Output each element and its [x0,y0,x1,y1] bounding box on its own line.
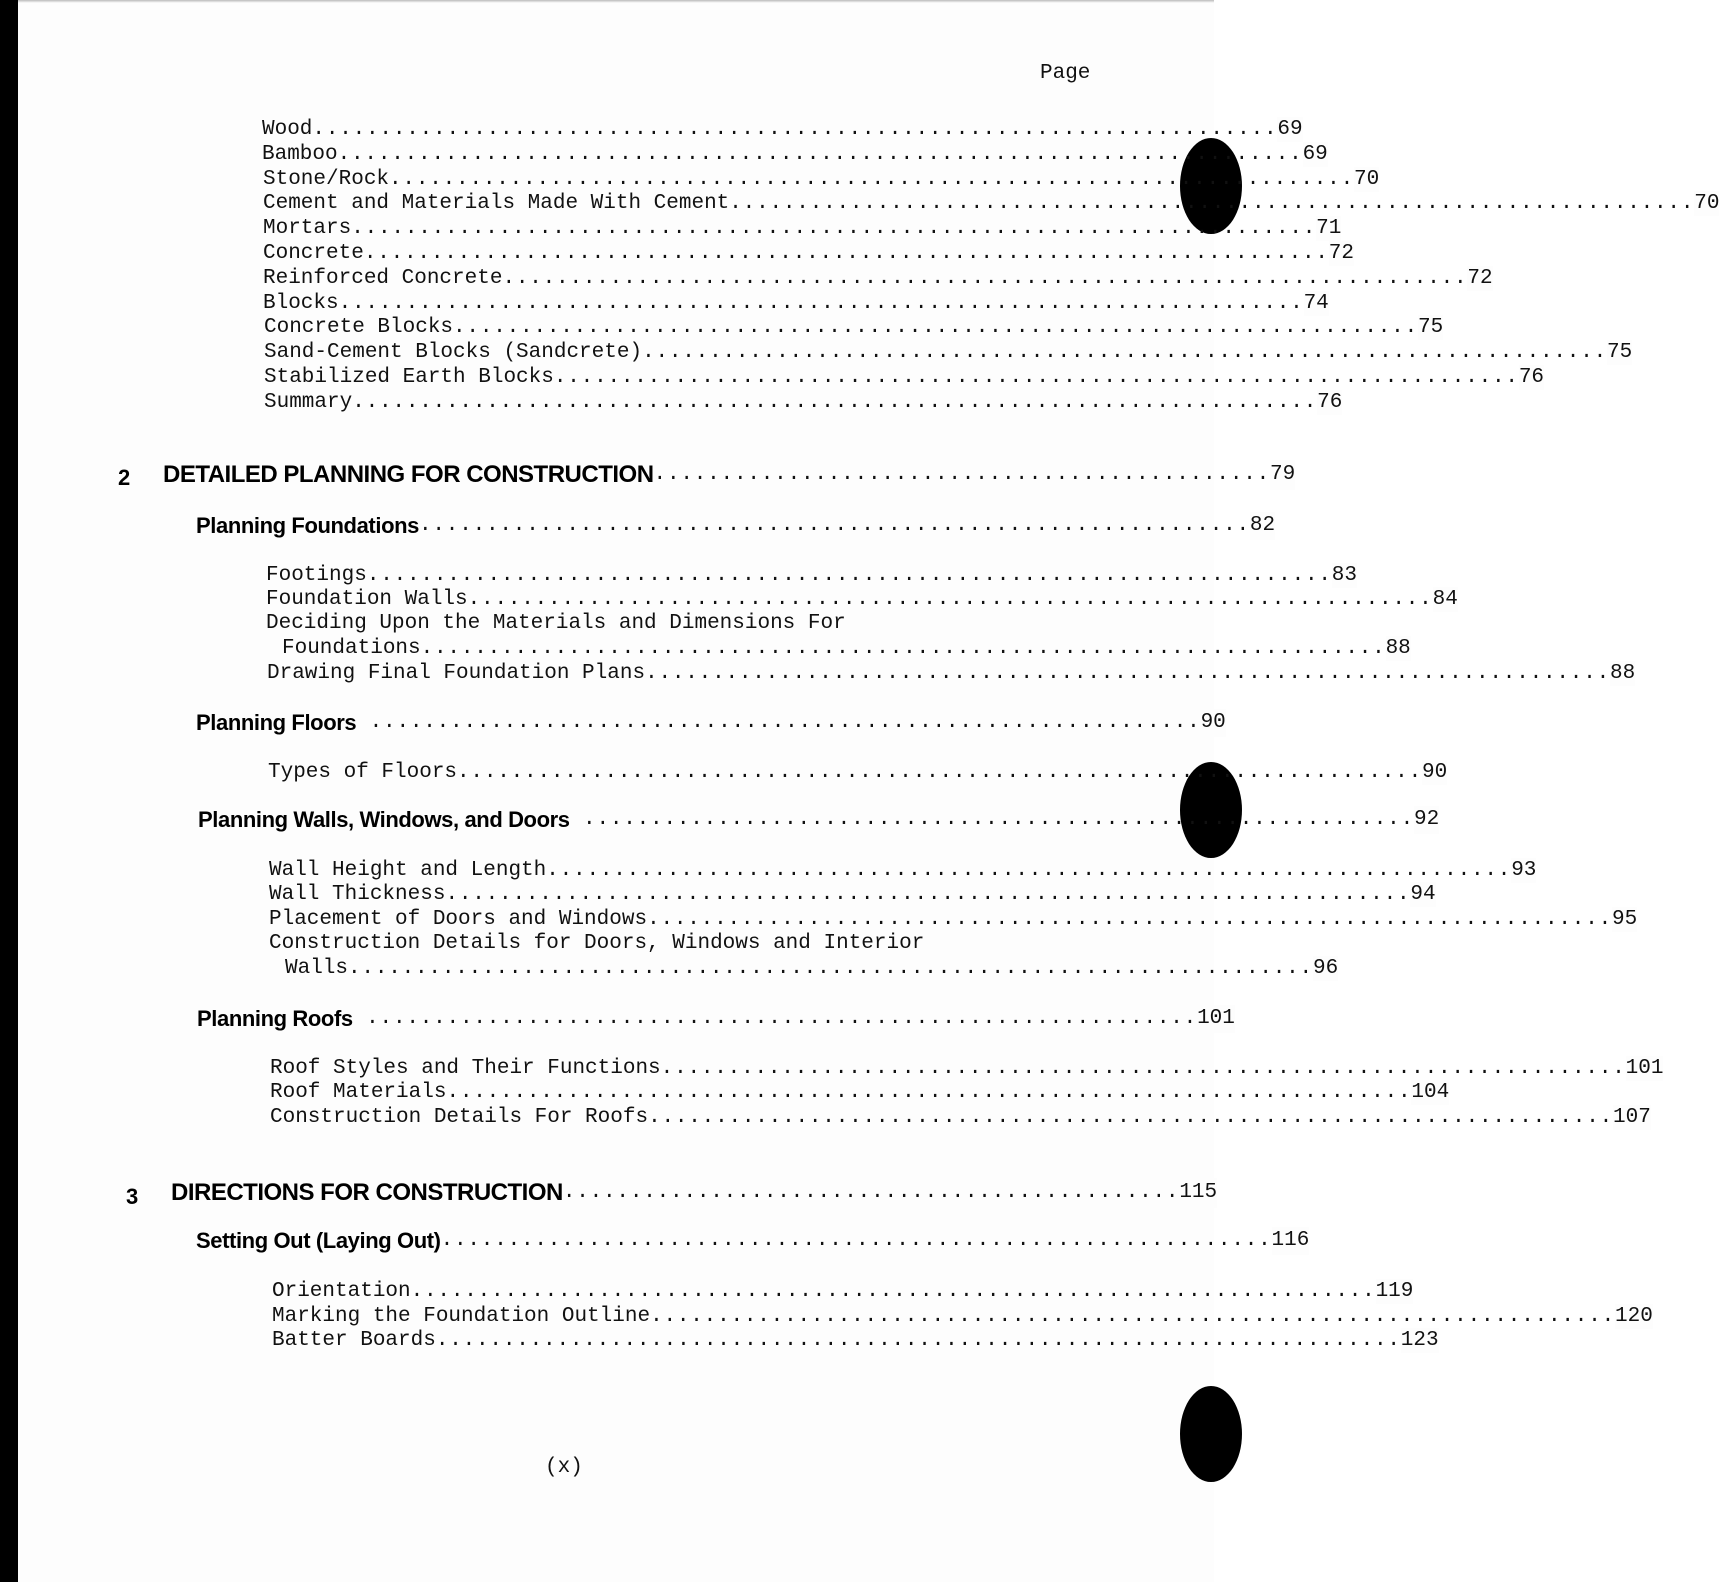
toc-entry-label: Bamboo [262,143,338,166]
toc-entry-page: 88 [1385,637,1411,660]
leader-dots: ........................................................................ [453,316,1418,339]
toc-entry-first-line[interactable] [269,931,1091,956]
toc-entry-page: 76 [1317,391,1343,414]
toc-entry[interactable] [264,365,1545,390]
toc-entry-page: 76 [1518,366,1545,389]
leader-dots: .............................................................. [356,711,1201,734]
toc-entry[interactable] [263,241,1354,266]
toc-entry-page: 119 [1375,1280,1414,1303]
leader-dots: ........................................................................ [348,957,1313,980]
leader-dots: ........................................................................ [312,118,1278,141]
toc-entry-label: Summary [264,391,353,414]
toc-entry[interactable] [266,587,1458,612]
toc-entry[interactable] [272,1328,1439,1353]
leader-dots: ........................................................................ [647,908,1613,931]
leader-dots: .............................................................. [418,514,1250,537]
chapter-3-page: 115 [1179,1178,1217,1208]
leader-dots: ........................................................................ [642,341,1608,364]
toc-entry-page: 70 [1694,192,1719,215]
toc-entry[interactable] [264,390,1343,415]
leader-dots: ........................................................................ [351,217,1317,240]
leader-dots: ........................................................................ [457,761,1422,784]
leader-dots: ........................................................................ [648,1106,1614,1129]
toc-entry-label: Reinforced Concrete [263,267,503,290]
toc-entry-label: Footings [266,564,367,587]
toc-entry-label: Batter Boards [272,1329,436,1352]
chapter-3-title: DIRECTIONS FOR CONSTRUCTION [171,1179,563,1206]
section-setting-out[interactable] [196,1227,1310,1255]
toc-entry-page: 107 [1613,1106,1651,1129]
page-number-footer: (x) [545,1456,583,1479]
toc-entry-page: 123 [1400,1329,1439,1352]
toc-entry-label: Deciding Upon the Materials and Dimensions For [266,612,846,635]
leader-dots: ........................................................................ [729,192,1695,215]
toc-entry-page: 120 [1615,1305,1653,1328]
section-title: Planning Foundations [196,513,419,538]
toc-entry-continuation[interactable] [282,636,1411,661]
toc-entry[interactable] [262,117,1303,142]
toc-entry[interactable] [272,1304,1653,1329]
toc-entry-page: 69 [1277,118,1303,141]
toc-entry-label: Wall Thickness [269,883,446,906]
leader-dots: .............................................................. [352,1007,1198,1030]
section-planning-roofs[interactable] [197,1005,1235,1033]
toc-entry-page: 75 [1607,341,1633,364]
leader-dots: .............................................................. [569,808,1414,831]
toc-entry[interactable] [270,1105,1651,1130]
toc-entry[interactable] [263,216,1342,241]
toc-entry[interactable] [263,266,1493,291]
section-planning-foundations[interactable] [196,512,1276,540]
toc-entry-label: Stabilized Earth Blocks [264,366,554,389]
section-page: 116 [1272,1227,1310,1255]
binder-hole-bottom [1180,1386,1242,1482]
leader-dots: ........................................................................ [337,143,1303,166]
toc-entry-label: Wood [262,118,313,141]
toc-entry-page: 95 [1612,908,1638,931]
toc-entry-label: Stone/Rock [263,168,390,191]
section-title: Setting Out (Laying Out) [196,1228,441,1253]
toc-entry-label: Concrete [263,242,364,265]
leader-dots: ........................................................................ [553,366,1519,389]
chapter-3-number: 3 [126,1184,139,1209]
leader-dots: ........................................................................ [445,883,1411,906]
toc-entry-label: Concrete Blocks [264,316,454,339]
leader-dots: ........................................................................ [338,292,1304,315]
toc-entry-page: 94 [1410,883,1436,906]
toc-entry-page: 83 [1331,564,1357,587]
toc-entry-page: 88 [1610,662,1636,685]
toc-entry-page: 74 [1303,292,1329,315]
toc-entry-page: 72 [1328,242,1354,265]
leader-dots: ........................................................................ [435,1329,1401,1352]
section-title: Planning Floors [196,710,357,735]
toc-entry-page: 104 [1411,1081,1450,1104]
section-page: 90 [1201,709,1226,737]
toc-entry[interactable] [264,340,1633,365]
toc-entry-page: 75 [1417,316,1444,339]
toc-entry-label: Construction Details For Roofs [270,1106,649,1129]
toc-entry[interactable] [272,1279,1414,1304]
toc-entry-page: 69 [1302,143,1328,166]
section-page: 82 [1250,512,1275,540]
toc-entry[interactable] [269,882,1436,907]
chapter-2-heading[interactable] [163,460,1296,490]
toc-entry[interactable] [270,1056,1664,1081]
leader-dots: ........................................................................ [352,391,1318,414]
leader-dots: ........................................................................ [389,168,1354,191]
toc-entry-page: 71 [1316,217,1342,240]
chapter-2-page: 79 [1270,460,1295,490]
toc-entry-page: 72 [1467,267,1493,290]
leader-dots: ........................................................................ [645,662,1611,685]
chapter-2-title: DETAILED PLANNING FOR CONSTRUCTION [163,461,654,488]
chapter-2-number: 2 [118,465,131,490]
toc-entry-page: 93 [1511,859,1537,882]
leader-dots: ........................................................................ [420,637,1386,660]
leader-dots: ........................................................................ [363,242,1329,265]
chapter-3-heading[interactable] [171,1178,1218,1208]
toc-entry-label: Types of Floors [268,761,458,784]
leader-dots: .............................................. [653,463,1271,486]
toc-entry[interactable] [263,291,1329,316]
toc-entry-page: 101 [1625,1057,1664,1080]
toc-entry-label: Mortars [263,217,352,240]
scan-top-edge [0,0,1214,3]
leader-dots: ........................................................................ [660,1057,1626,1080]
toc-entry-label: Roof Styles and Their Functions [270,1057,661,1080]
toc-entry-label: Foundation Walls [266,588,468,611]
toc-entry-page: 70 [1353,168,1380,191]
toc-entry-label-cont: Foundations [282,637,421,660]
toc-entry-label: Roof Materials [270,1081,447,1104]
toc-entry-label: Placement of Doors and Windows [269,908,648,931]
leader-dots: .............................................. [562,1181,1180,1204]
toc-entry[interactable] [263,191,1719,216]
toc-entry[interactable] [267,661,1636,686]
toc-entry[interactable] [270,1080,1450,1105]
section-title: Planning Roofs [197,1006,353,1031]
toc-entry[interactable] [262,142,1328,167]
toc-entry-page: 90 [1421,761,1448,784]
page-column-header: Page [1040,62,1091,85]
toc-entry-page: 84 [1432,588,1458,611]
leader-dots: ........................................................................ [410,1280,1376,1303]
leader-dots: ........................................................................ [467,588,1433,611]
leader-dots: ........................................................................ [546,859,1512,882]
leader-dots: ........................................................................ [650,1305,1616,1328]
toc-entry-label: Drawing Final Foundation Plans [267,662,646,685]
toc-entry-page: 96 [1312,957,1339,980]
section-page: 92 [1414,806,1439,834]
toc-entry-label: Orientation [272,1280,411,1303]
toc-entry[interactable] [266,563,1357,588]
leader-dots: ........................................................................ [446,1081,1412,1104]
toc-entry-label: Sand-Cement Blocks (Sandcrete) [264,341,643,364]
toc-entry[interactable] [269,907,1638,932]
toc-entry[interactable] [269,858,1537,883]
toc-entry-label-cont: Walls [285,957,349,980]
toc-entry-first-line[interactable] [266,611,1090,636]
toc-entry-continuation[interactable] [285,956,1339,981]
section-planning-floors[interactable] [196,709,1226,737]
leader-dots: ........................................................................ [502,267,1468,290]
toc-entry-label: Marking the Foundation Outline [272,1305,651,1328]
section-planning-walls[interactable] [198,806,1440,834]
toc-entry-label: Construction Details for Doors, Windows and Interior [269,932,925,955]
toc-entry[interactable] [264,315,1444,340]
toc-entry-label: Wall Height and Length [269,859,547,882]
toc-entry-label: Cement and Materials Made With Cement [263,192,730,215]
toc-entry[interactable] [263,167,1380,192]
section-page: 101 [1197,1005,1235,1033]
section-title: Planning Walls, Windows, and Doors [198,807,570,832]
toc-entry[interactable] [268,760,1448,785]
toc-entry-label: Blocks [263,292,339,315]
scan-left-border [0,0,18,1582]
leader-dots: .............................................................. [440,1229,1272,1252]
leader-dots: ........................................................................ [366,564,1332,587]
